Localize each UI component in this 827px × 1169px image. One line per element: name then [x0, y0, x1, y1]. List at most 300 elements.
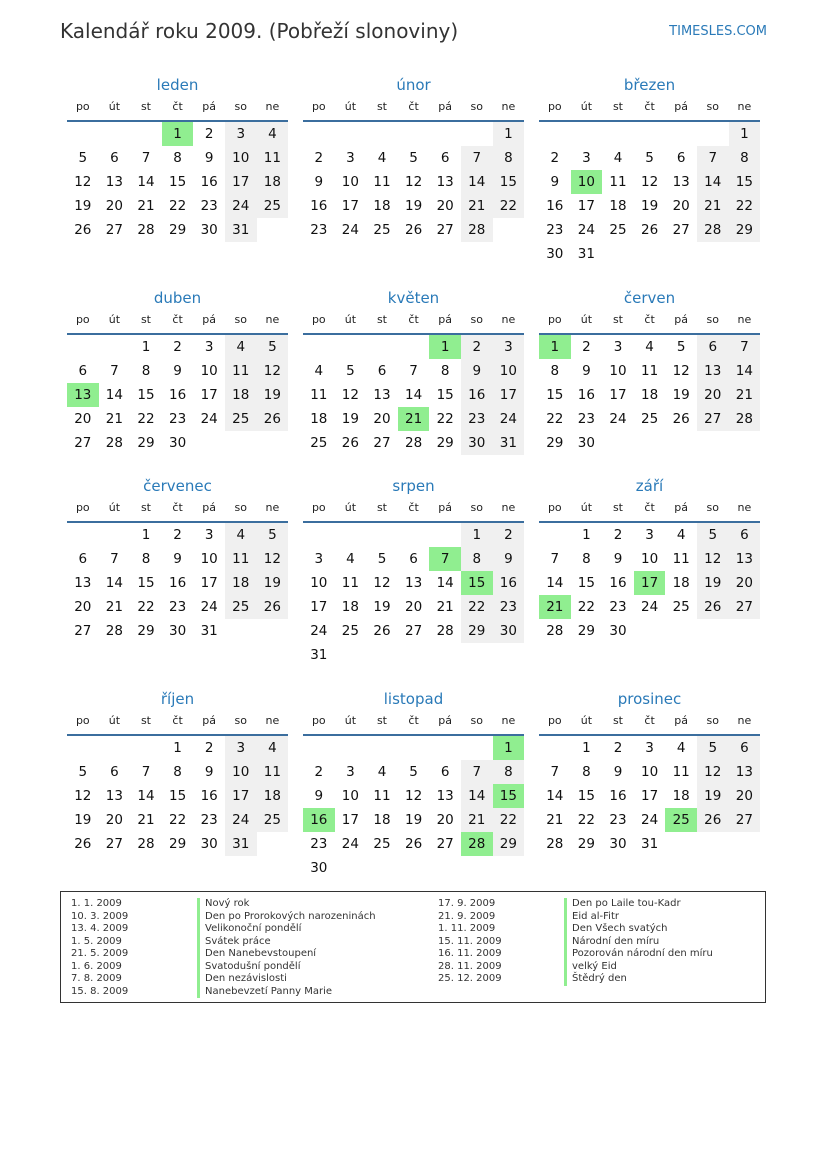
empty-cell: [99, 122, 131, 146]
day-cell: 12: [672, 363, 690, 379]
day-cell: 27: [404, 623, 423, 639]
day-cell: 15: [168, 788, 187, 804]
day-cell: 7: [141, 150, 151, 166]
day-cell: 27: [105, 836, 123, 852]
day-cell: 18: [225, 383, 257, 407]
day-cell: 27: [436, 836, 454, 852]
day-cell: 4: [314, 363, 324, 379]
day-cell: 11: [225, 359, 257, 383]
holiday-name: Nový rok: [197, 898, 249, 911]
day-cell: 4: [377, 150, 387, 166]
holiday-date: 10. 3. 2009: [71, 910, 129, 922]
day-cell: 17: [609, 387, 627, 403]
day-cell: 25: [665, 808, 697, 832]
day-cell: 13: [373, 387, 391, 403]
weekday-label: pá: [674, 714, 689, 727]
month-červenec: [67, 471, 288, 643]
day-cell: 5: [697, 736, 729, 760]
day-cell: 27: [697, 407, 729, 431]
day-cell: 22: [461, 595, 493, 619]
weekday-label: čt: [408, 501, 419, 514]
day-cell: 15: [168, 174, 187, 190]
day-grid: [67, 523, 288, 643]
day-cell: 20: [436, 812, 454, 828]
month-červen: [539, 283, 760, 455]
day-cell: 1: [493, 736, 525, 760]
weekday-label: ne: [737, 100, 752, 113]
day-cell: 13: [729, 760, 761, 784]
day-cell: 13: [74, 575, 92, 591]
day-cell: 5: [697, 523, 729, 547]
day-cell: 23: [168, 411, 187, 427]
day-cell: 27: [74, 435, 92, 451]
day-cell: 15: [493, 170, 525, 194]
day-cell: 24: [577, 222, 595, 238]
holiday-name: Eid al-Fitr: [564, 911, 619, 924]
day-cell: 12: [74, 174, 92, 190]
empty-cell: [571, 122, 603, 146]
day-cell: 9: [582, 363, 591, 379]
day-cell: 23: [310, 836, 328, 852]
day-cell: 8: [173, 150, 182, 166]
day-cell: 13: [436, 174, 454, 190]
day-cell: 7: [697, 146, 729, 170]
day-cell: 5: [409, 150, 418, 166]
day-cell: 28: [729, 407, 761, 431]
weekday-label: st: [140, 100, 151, 113]
day-cell: 22: [168, 198, 187, 214]
day-cell: 7: [110, 551, 119, 567]
day-cell: 18: [257, 784, 289, 808]
weekday-label: út: [108, 100, 121, 113]
holiday-name: Den Všech svatých: [564, 923, 668, 936]
day-cell: 23: [577, 411, 595, 427]
day-cell: 12: [341, 387, 359, 403]
holiday-date: 1. 5. 2009: [71, 935, 122, 947]
day-cell: 5: [78, 150, 88, 166]
weekday-label: čt: [172, 313, 183, 326]
day-cell: 9: [204, 764, 214, 780]
day-cell: 24: [493, 407, 525, 431]
month-name: leden: [156, 76, 199, 94]
day-cell: 19: [404, 198, 423, 214]
day-cell: 17: [341, 812, 359, 828]
weekday-label: so: [234, 313, 247, 326]
day-cell: 30: [461, 431, 493, 455]
weekday-label: po: [547, 501, 562, 514]
weekday-header: [67, 309, 288, 335]
month-name: duben: [153, 289, 202, 307]
day-cell: 11: [672, 764, 690, 780]
day-cell: 29: [436, 435, 454, 451]
weekday-label: út: [580, 100, 593, 113]
day-cell: 25: [225, 595, 257, 619]
weekday-label: po: [75, 100, 90, 113]
day-cell: 4: [613, 150, 623, 166]
holiday-row: [438, 936, 713, 949]
day-cell: 17: [225, 784, 257, 808]
empty-cell: [366, 335, 398, 359]
day-cell: 2: [173, 339, 182, 355]
day-cell: 22: [436, 411, 454, 427]
day-cell: 23: [168, 599, 187, 615]
day-cell: 6: [110, 764, 119, 780]
empty-cell: [366, 523, 398, 547]
day-cell: 10: [341, 174, 359, 190]
day-cell: 20: [105, 198, 123, 214]
day-cell: 2: [204, 740, 214, 756]
day-cell: 16: [200, 174, 218, 190]
day-cell: 29: [577, 623, 595, 639]
day-cell: 1: [539, 335, 571, 359]
day-cell: 14: [105, 575, 123, 591]
day-cell: 5: [409, 764, 418, 780]
weekday-label: ne: [265, 714, 280, 727]
day-grid: [303, 335, 524, 455]
day-cell: 11: [373, 788, 391, 804]
empty-cell: [429, 122, 461, 146]
day-cell: 13: [697, 359, 729, 383]
day-cell: 3: [204, 527, 214, 543]
weekday-label: ne: [737, 313, 752, 326]
day-cell: 17: [640, 788, 659, 804]
day-cell: 28: [546, 836, 564, 852]
weekday-label: pá: [674, 313, 689, 326]
empty-cell: [303, 335, 335, 359]
holiday-row: [438, 923, 713, 936]
day-cell: 24: [200, 599, 218, 615]
day-cell: 14: [461, 784, 493, 808]
day-cell: 20: [436, 198, 454, 214]
day-cell: 15: [436, 387, 454, 403]
day-cell: 22: [137, 411, 155, 427]
day-cell: 17: [634, 571, 666, 595]
weekday-label: pá: [202, 313, 217, 326]
day-cell: 8: [141, 551, 151, 567]
day-cell: 24: [640, 812, 659, 828]
day-cell: 11: [640, 363, 659, 379]
weekday-label: so: [234, 501, 247, 514]
month-name: srpen: [392, 477, 435, 495]
weekday-label: pá: [202, 501, 217, 514]
month-únor: [303, 70, 524, 242]
day-cell: 6: [110, 150, 119, 166]
weekday-header: [539, 710, 760, 736]
empty-cell: [335, 736, 367, 760]
empty-cell: [303, 523, 335, 547]
day-cell: 14: [546, 575, 564, 591]
day-cell: 26: [257, 595, 289, 619]
day-cell: 25: [373, 836, 391, 852]
weekday-label: čt: [644, 100, 655, 113]
holiday-name: Národní den míru: [564, 936, 659, 949]
day-cell: 19: [697, 571, 729, 595]
day-cell: 19: [640, 198, 659, 214]
holiday-date: 21. 9. 2009: [438, 910, 496, 922]
day-cell: 9: [613, 764, 623, 780]
day-cell: 9: [173, 363, 182, 379]
day-cell: 24: [225, 808, 257, 832]
holiday-date: 25. 12. 2009: [438, 973, 502, 984]
day-grid: [539, 736, 760, 856]
holiday-name: Pozorován národní den míru: [564, 948, 713, 961]
day-cell: 18: [310, 411, 328, 427]
weekday-label: po: [75, 714, 90, 727]
weekday-header: [539, 497, 760, 523]
day-cell: 1: [429, 335, 461, 359]
weekday-label: čt: [172, 100, 183, 113]
month-name: prosinec: [617, 690, 682, 708]
day-cell: 25: [225, 407, 257, 431]
month-listopad: [303, 684, 524, 880]
weekday-label: čt: [408, 100, 419, 113]
day-cell: 3: [225, 122, 257, 146]
weekday-label: čt: [644, 501, 655, 514]
day-cell: 20: [373, 411, 391, 427]
day-cell: 24: [225, 194, 257, 218]
weekday-label: po: [75, 313, 90, 326]
day-cell: 30: [200, 836, 218, 852]
day-cell: 24: [341, 836, 359, 852]
day-cell: 5: [257, 523, 289, 547]
day-cell: 30: [310, 860, 328, 876]
day-cell: 14: [137, 174, 155, 190]
day-cell: 25: [373, 222, 391, 238]
day-cell: 12: [404, 174, 423, 190]
day-cell: 8: [582, 764, 591, 780]
day-cell: 15: [461, 571, 493, 595]
day-cell: 19: [74, 812, 92, 828]
empty-cell: [539, 523, 571, 547]
month-name: březen: [623, 76, 676, 94]
holiday-row: [71, 973, 376, 986]
day-cell: 11: [257, 760, 289, 784]
weekday-header: [539, 96, 760, 122]
day-cell: 20: [404, 599, 423, 615]
weekday-label: st: [140, 313, 151, 326]
day-cell: 13: [105, 174, 123, 190]
weekday-header: [303, 710, 524, 736]
day-cell: 8: [141, 363, 151, 379]
day-cell: 5: [257, 335, 289, 359]
day-cell: 13: [105, 788, 123, 804]
day-cell: 20: [729, 571, 761, 595]
day-cell: 3: [645, 740, 654, 756]
empty-cell: [366, 736, 398, 760]
day-cell: 28: [105, 435, 123, 451]
weekday-label: so: [234, 100, 247, 113]
day-cell: 22: [577, 812, 595, 828]
weekday-label: po: [547, 313, 562, 326]
empty-cell: [67, 335, 99, 359]
weekday-label: ne: [501, 501, 516, 514]
day-cell: 1: [729, 122, 761, 146]
day-cell: 16: [609, 788, 627, 804]
day-cell: 11: [672, 551, 690, 567]
day-cell: 2: [613, 527, 623, 543]
day-cell: 12: [74, 788, 92, 804]
holiday-date: 15. 11. 2009: [438, 935, 502, 947]
holiday-row: [438, 961, 713, 974]
day-cell: 6: [729, 736, 761, 760]
day-cell: 21: [697, 194, 729, 218]
holiday-row: [438, 973, 713, 986]
day-cell: 9: [613, 551, 623, 567]
weekday-label: pá: [202, 100, 217, 113]
weekday-label: pá: [438, 501, 453, 514]
day-cell: 22: [493, 194, 525, 218]
weekday-label: ne: [737, 714, 752, 727]
day-cell: 19: [341, 411, 359, 427]
holiday-row: [438, 898, 713, 911]
empty-cell: [303, 122, 335, 146]
day-cell: 30: [200, 222, 218, 238]
day-cell: 3: [346, 150, 355, 166]
day-cell: 2: [314, 150, 324, 166]
empty-cell: [335, 122, 367, 146]
day-cell: 20: [697, 383, 729, 407]
holiday-date: 1. 11. 2009: [438, 923, 496, 934]
day-cell: 13: [67, 383, 99, 407]
day-cell: 14: [105, 387, 123, 403]
weekday-label: pá: [202, 714, 217, 727]
day-cell: 31: [310, 647, 328, 663]
holiday-row: [438, 911, 713, 924]
empty-cell: [539, 122, 571, 146]
day-cell: 8: [493, 760, 525, 784]
day-grid: [303, 736, 524, 880]
day-cell: 14: [697, 170, 729, 194]
month-březen: [539, 70, 760, 266]
day-cell: 25: [310, 435, 328, 451]
day-cell: 17: [200, 575, 218, 591]
month-name: září: [635, 477, 664, 495]
day-cell: 11: [310, 387, 328, 403]
day-cell: 28: [461, 218, 493, 242]
day-cell: 15: [137, 387, 155, 403]
day-cell: 15: [577, 788, 595, 804]
day-cell: 26: [640, 222, 659, 238]
day-cell: 6: [409, 551, 418, 567]
day-cell: 26: [74, 222, 92, 238]
day-cell: 8: [550, 363, 560, 379]
brand-link[interactable]: TIMESLES.COM: [669, 24, 767, 39]
weekday-label: st: [376, 100, 387, 113]
day-cell: 4: [645, 339, 654, 355]
holiday-date: 17. 9. 2009: [438, 898, 496, 909]
weekday-label: ne: [737, 501, 752, 514]
day-cell: 22: [493, 808, 525, 832]
weekday-label: čt: [172, 714, 183, 727]
weekday-label: po: [547, 100, 562, 113]
day-cell: 19: [672, 387, 690, 403]
holiday-name: Velikonoční pondělí: [197, 923, 301, 936]
day-cell: 22: [577, 599, 595, 615]
day-cell: 12: [257, 547, 289, 571]
day-cell: 12: [373, 575, 391, 591]
day-cell: 1: [141, 527, 151, 543]
day-cell: 1: [461, 523, 493, 547]
day-cell: 17: [577, 198, 595, 214]
holiday-date: 16. 11. 2009: [438, 948, 502, 959]
day-cell: 10: [571, 170, 603, 194]
weekday-label: so: [470, 501, 483, 514]
holiday-date: 1. 1. 2009: [71, 898, 122, 909]
day-cell: 6: [697, 335, 729, 359]
day-cell: 14: [546, 788, 564, 804]
day-cell: 23: [609, 812, 627, 828]
day-cell: 29: [137, 435, 155, 451]
weekday-label: so: [470, 313, 483, 326]
day-cell: 12: [404, 788, 423, 804]
weekday-label: pá: [674, 501, 689, 514]
empty-cell: [366, 122, 398, 146]
weekday-label: so: [706, 313, 719, 326]
holiday-date: 13. 4. 2009: [71, 923, 129, 934]
holiday-row: [71, 986, 376, 999]
day-cell: 27: [729, 595, 761, 619]
day-cell: 26: [341, 435, 359, 451]
day-cell: 28: [546, 623, 564, 639]
day-cell: 31: [577, 246, 595, 262]
day-cell: 18: [672, 575, 690, 591]
day-cell: 24: [609, 411, 627, 427]
empty-cell: [429, 736, 461, 760]
day-cell: 3: [225, 736, 257, 760]
weekday-label: st: [612, 100, 623, 113]
day-cell: 2: [461, 335, 493, 359]
day-cell: 16: [200, 788, 218, 804]
day-cell: 27: [74, 623, 92, 639]
day-cell: 16: [546, 198, 564, 214]
day-cell: 26: [404, 222, 423, 238]
weekday-label: po: [75, 501, 90, 514]
day-cell: 12: [257, 359, 289, 383]
holiday-name: Den po Prorokových narozeninách: [197, 911, 376, 924]
day-cell: 3: [613, 339, 623, 355]
day-cell: 26: [404, 836, 423, 852]
holiday-row: [71, 948, 376, 961]
day-cell: 1: [493, 122, 525, 146]
day-cell: 18: [341, 599, 359, 615]
day-cell: 7: [409, 363, 418, 379]
day-cell: 26: [672, 411, 690, 427]
day-cell: 13: [729, 547, 761, 571]
empty-cell: [335, 335, 367, 359]
day-cell: 27: [373, 435, 391, 451]
weekday-label: po: [547, 714, 562, 727]
empty-cell: [303, 736, 335, 760]
day-cell: 18: [373, 812, 391, 828]
day-cell: 27: [729, 808, 761, 832]
weekday-label: po: [311, 313, 326, 326]
day-cell: 4: [346, 551, 355, 567]
day-cell: 13: [404, 575, 423, 591]
weekday-label: čt: [408, 313, 419, 326]
day-cell: 31: [225, 832, 257, 856]
empty-cell: [130, 736, 162, 760]
empty-cell: [634, 122, 666, 146]
holiday-name: Den po Laile tou-Kadr: [564, 898, 681, 911]
day-cell: 28: [436, 623, 454, 639]
day-cell: 28: [105, 623, 123, 639]
day-cell: 30: [493, 619, 525, 643]
month-říjen: [67, 684, 288, 856]
day-cell: 11: [225, 547, 257, 571]
day-cell: 23: [609, 599, 627, 615]
day-cell: 21: [461, 194, 493, 218]
day-cell: 3: [582, 150, 591, 166]
